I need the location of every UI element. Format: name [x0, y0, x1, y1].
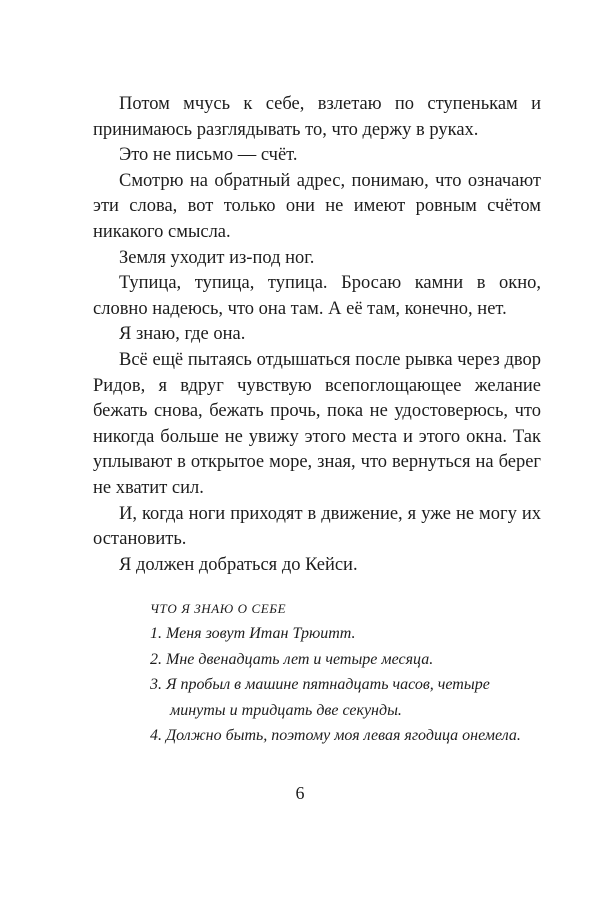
page-number: 6	[295, 783, 305, 803]
list-heading: ЧТО Я ЗНАЮ О СЕБЕ	[150, 601, 287, 616]
body-text	[93, 92, 541, 578]
paragraph: И, когда ноги приходят в движение, я уже не могу их остановить.	[93, 503, 541, 550]
paragraph: Земля уходит из-под ног.	[119, 247, 315, 268]
list-item: 4. Должно быть, поэтому моя левая ягодица онемела.	[150, 727, 521, 745]
list-item: 1. Меня зовут Итан Трюитт.	[150, 625, 356, 642]
paragraph: Я должен добраться до Кейси.	[119, 554, 358, 575]
paragraph: Потом мчусь к себе, взлетаю по ступенькам и принимаюсь разглядывать то, что держу в руках.	[93, 94, 541, 140]
paragraph: Смотрю на обратный адрес, понимаю, что означают эти слова, вот только они не имеют ровным счётом никакого смысла.	[93, 170, 541, 242]
paragraph: Тупица, тупица, тупица. Бросаю камни в окно, словно надеюсь, что она там. А её там, конечно, нет.	[93, 273, 541, 319]
paragraph: Я знаю, где она.	[119, 324, 246, 345]
list-item: 3. Я пробыл в машине пятнадцать часов, четыре минуты и тридцать две секунды.	[150, 676, 490, 719]
paragraph: Это не письмо — счёт.	[119, 145, 298, 166]
self-knowledge-list	[150, 596, 545, 749]
list-item: 2. Мне двенадцать лет и четыре месяца.	[150, 650, 434, 668]
paragraph: Всё ещё пытаясь отдышаться после рывка через двор Ридов, я вдруг чувствую всепоглощающее желание бежать снова, бежать прочь, пока не удостоверюсь, что никогда больше не увижу этого места и этого окна. Так уплывают в открытое море, зная, что вернуться на берег не хватит сил.	[93, 349, 541, 498]
